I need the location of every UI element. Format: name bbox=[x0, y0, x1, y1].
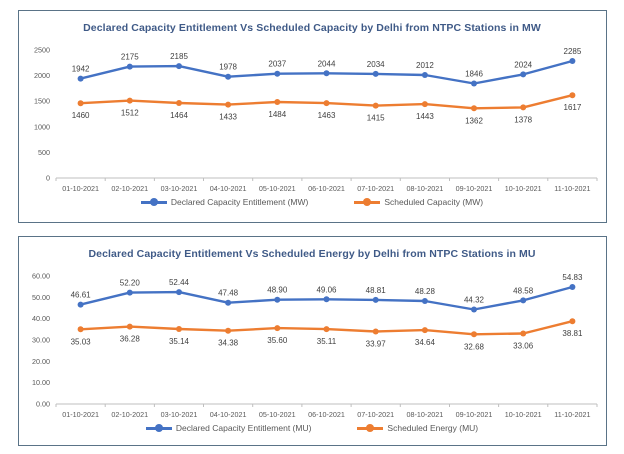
data-label: 49.06 bbox=[315, 285, 337, 295]
legend-item bbox=[354, 197, 483, 207]
series-marker bbox=[520, 104, 526, 110]
y-tick-label: 500 bbox=[37, 147, 50, 157]
x-tick-label: 02-10-2021 bbox=[110, 410, 148, 419]
data-label: 1378 bbox=[513, 115, 532, 125]
series-marker bbox=[520, 297, 526, 303]
x-tick-label: 04-10-2021 bbox=[209, 410, 246, 419]
series-marker bbox=[225, 102, 231, 108]
data-label: 1443 bbox=[415, 112, 434, 122]
series-marker bbox=[126, 98, 132, 104]
series-marker bbox=[421, 101, 427, 107]
data-label: 2024 bbox=[513, 60, 532, 70]
data-label: 46.61 bbox=[70, 290, 91, 300]
data-label: 1433 bbox=[218, 112, 237, 122]
series-marker bbox=[520, 71, 526, 77]
legend-marker-icon bbox=[146, 427, 172, 430]
series-marker bbox=[372, 103, 378, 109]
y-tick-label: 2000 bbox=[33, 71, 50, 81]
series-marker bbox=[323, 100, 329, 106]
x-tick-label: 11-10-2021 bbox=[553, 410, 591, 419]
series-marker bbox=[323, 326, 329, 332]
x-tick-label: 10-10-2021 bbox=[504, 410, 542, 419]
x-tick-label: 03-10-2021 bbox=[160, 410, 197, 419]
legend-item bbox=[357, 423, 478, 433]
series-marker bbox=[126, 290, 132, 296]
data-label: 48.90 bbox=[266, 285, 287, 295]
x-tick-label: 10-10-2021 bbox=[504, 184, 542, 193]
y-tick-label: 40.00 bbox=[31, 314, 50, 324]
series-marker bbox=[569, 92, 575, 98]
series-marker bbox=[421, 72, 427, 78]
x-tick-label: 01-10-2021 bbox=[61, 184, 99, 193]
x-tick-label: 07-10-2021 bbox=[356, 184, 394, 193]
series-marker bbox=[323, 296, 329, 302]
data-label: 1460 bbox=[71, 111, 89, 121]
legend-item bbox=[146, 423, 312, 433]
x-tick-label: 05-10-2021 bbox=[258, 184, 296, 193]
series-marker bbox=[176, 100, 182, 106]
series-marker bbox=[77, 302, 83, 308]
x-tick-label: 06-10-2021 bbox=[307, 410, 345, 419]
data-label: 35.03 bbox=[70, 337, 91, 347]
series-marker bbox=[471, 307, 477, 313]
x-tick-label: 11-10-2021 bbox=[553, 184, 591, 193]
x-tick-label: 09-10-2021 bbox=[455, 410, 492, 419]
data-label: 54.83 bbox=[561, 273, 582, 282]
series-marker bbox=[471, 331, 477, 337]
data-label: 1484 bbox=[267, 110, 286, 119]
mu-chart-plot bbox=[22, 263, 603, 422]
mu-chart-card bbox=[18, 236, 607, 446]
data-label: 48.28 bbox=[414, 287, 435, 296]
series-marker bbox=[421, 298, 427, 304]
data-label: 48.81 bbox=[365, 285, 386, 295]
data-label: 33.97 bbox=[365, 339, 386, 349]
data-label: 1512 bbox=[120, 108, 139, 118]
legend-label: Scheduled Capacity (MW) bbox=[384, 197, 484, 207]
x-tick-label: 09-10-2021 bbox=[455, 184, 492, 193]
data-label: 1463 bbox=[317, 111, 335, 121]
legend-label: Scheduled Energy (MU) bbox=[387, 423, 479, 433]
series-marker bbox=[520, 331, 526, 337]
data-label: 44.32 bbox=[463, 295, 484, 305]
data-label: 35.14 bbox=[168, 337, 189, 346]
series-marker bbox=[569, 318, 575, 324]
data-label: 1415 bbox=[366, 113, 385, 123]
y-tick-label: 50.00 bbox=[31, 292, 50, 302]
series-marker bbox=[471, 81, 477, 87]
data-label: 2044 bbox=[317, 59, 335, 69]
x-tick-label: 02-10-2021 bbox=[110, 184, 148, 193]
data-label: 52.20 bbox=[119, 278, 140, 288]
series-marker bbox=[225, 300, 231, 306]
y-tick-label: 2500 bbox=[33, 45, 50, 55]
series-marker bbox=[126, 324, 132, 330]
data-label: 48.58 bbox=[512, 286, 533, 296]
legend-marker-icon bbox=[357, 427, 383, 430]
data-label: 1846 bbox=[464, 69, 483, 79]
series-marker bbox=[126, 64, 132, 70]
x-tick-label: 04-10-2021 bbox=[209, 184, 246, 193]
series-marker bbox=[372, 71, 378, 77]
data-label: 35.11 bbox=[316, 337, 336, 347]
x-tick-label: 05-10-2021 bbox=[258, 410, 296, 419]
x-tick-label: 06-10-2021 bbox=[307, 184, 345, 193]
mw-chart-plot bbox=[22, 37, 603, 196]
legend-marker-icon bbox=[141, 201, 167, 204]
legend-label: Declared Capacity Entitlement (MW) bbox=[170, 197, 309, 207]
data-label: 1978 bbox=[218, 62, 237, 72]
y-tick-label: 10.00 bbox=[31, 378, 50, 388]
x-tick-label: 07-10-2021 bbox=[356, 410, 394, 419]
data-label: 32.68 bbox=[463, 342, 484, 352]
series-marker bbox=[569, 284, 575, 290]
data-label: 2185 bbox=[169, 52, 188, 62]
y-tick-label: 1000 bbox=[33, 122, 50, 132]
x-tick-label: 08-10-2021 bbox=[406, 184, 443, 193]
series-marker bbox=[225, 74, 231, 80]
series-marker bbox=[274, 71, 280, 77]
data-label: 52.44 bbox=[168, 278, 189, 288]
legend-item bbox=[141, 197, 308, 207]
series-marker bbox=[176, 63, 182, 69]
data-label: 1942 bbox=[71, 64, 89, 74]
series-marker bbox=[274, 325, 280, 331]
x-tick-label: 08-10-2021 bbox=[406, 410, 443, 419]
series-marker bbox=[225, 328, 231, 334]
data-label: 35.60 bbox=[266, 336, 287, 346]
mw-chart-title: Declared Capacity Entitlement Vs Scheduled Capacity by Delhi from NTPC Stations in MW bbox=[83, 22, 541, 34]
data-label: 38.81 bbox=[561, 329, 582, 339]
series-marker bbox=[77, 100, 83, 106]
y-tick-label: 20.00 bbox=[31, 356, 50, 366]
data-label: 34.38 bbox=[217, 338, 238, 348]
series-marker bbox=[274, 297, 280, 303]
y-tick-label: 1500 bbox=[33, 96, 50, 106]
series-marker bbox=[323, 70, 329, 76]
mu-chart-title: Declared Capacity Entitlement Vs Scheduled Energy by Delhi from NTPC Stations in MU bbox=[88, 248, 536, 260]
x-tick-label: 01-10-2021 bbox=[61, 410, 99, 419]
series-marker bbox=[274, 99, 280, 105]
data-label: 36.28 bbox=[119, 334, 140, 344]
data-label: 2037 bbox=[267, 59, 286, 69]
series-marker bbox=[77, 76, 83, 82]
mu-chart-legend bbox=[19, 423, 606, 433]
series-marker bbox=[421, 327, 427, 333]
x-tick-label: 03-10-2021 bbox=[160, 184, 197, 193]
data-label: 2175 bbox=[120, 52, 139, 62]
data-label: 2012 bbox=[415, 61, 434, 70]
y-tick-label: 0 bbox=[45, 173, 50, 183]
series-marker bbox=[569, 58, 575, 64]
series-marker bbox=[471, 105, 477, 111]
legend-label: Declared Capacity Entitlement (MU) bbox=[175, 423, 312, 433]
data-label: 2034 bbox=[366, 59, 385, 69]
data-label: 1617 bbox=[563, 103, 581, 113]
y-tick-label: 60.00 bbox=[31, 271, 50, 281]
legend-marker-icon bbox=[354, 201, 380, 204]
y-tick-label: 30.00 bbox=[31, 335, 50, 345]
y-tick-label: 0.00 bbox=[35, 399, 50, 409]
mw-chart-card bbox=[18, 10, 607, 223]
series-marker bbox=[176, 326, 182, 332]
series-marker bbox=[77, 326, 83, 332]
series-marker bbox=[372, 297, 378, 303]
data-label: 34.64 bbox=[414, 338, 435, 348]
series-marker bbox=[372, 329, 378, 335]
data-label: 47.48 bbox=[217, 288, 238, 298]
data-label: 33.06 bbox=[512, 341, 533, 351]
data-label: 1464 bbox=[169, 111, 188, 120]
mw-chart-legend bbox=[19, 197, 606, 207]
series-marker bbox=[176, 289, 182, 295]
data-label: 2285 bbox=[563, 47, 581, 56]
data-label: 1362 bbox=[464, 116, 483, 126]
